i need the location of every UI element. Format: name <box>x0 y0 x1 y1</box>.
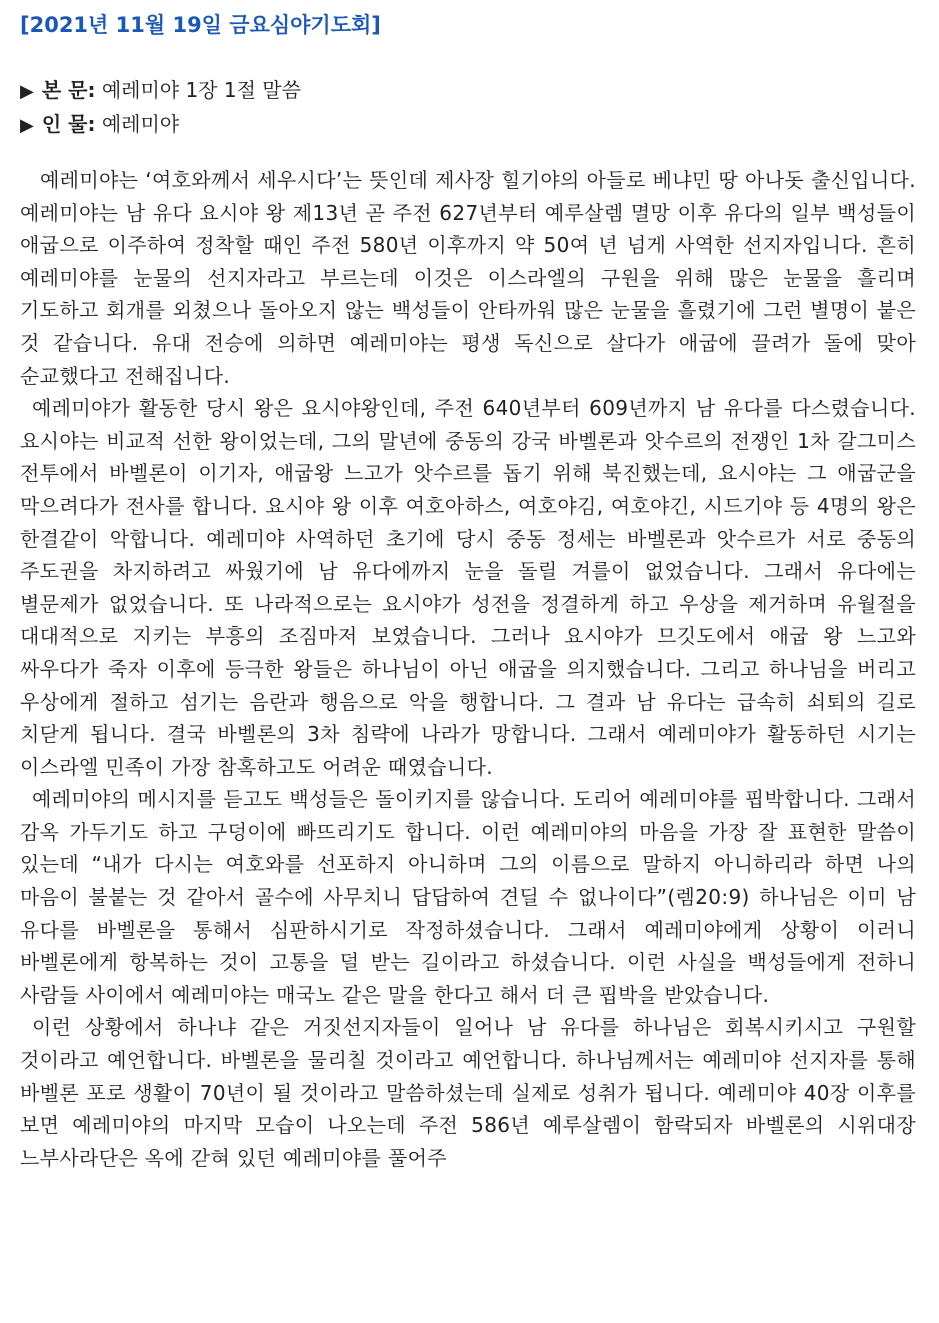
meta-label-scripture: 본 문: <box>41 78 96 102</box>
paragraph-1: 예레미야는 ‘여호와께서 세우시다’는 뜻인데 제사장 힐기야의 아들로 베냐민 땅 아나돗 출신입니다. 예레미야는 남 유다 요시야 왕 제13년 곧 주전 627년부터 예루살렘 멸망 이후 유다의 일부 백성들이 애굽으로 이주하여 정착할 때인 주전 580년 이후까지 약 50여 년 넘게 사역한 선지자입니다. 흔히 예레미야를 눈물의 선지자라고 부르는데 이것은 이스라엘의 구원을 위해 많은 눈물을 흘리며 기도하고 회개를 외쳤으나 돌아오지 않는 백성들이 안타까워 많은 눈물을 흘렸기에 그런 별명이 붙은 것 같습니다. 유대 전승에 의하면 예레미야는 평생 독신으로 살다가 애굽에 끌려가 돌에 맞아 순교했다고 전해집니다. <box>20 168 916 388</box>
arrow-icon: ▶ <box>20 115 34 136</box>
meta-row-person <box>20 108 916 142</box>
paragraph-2: 예레미야가 활동한 당시 왕은 요시야왕인데, 주전 640년부터 609년까지 남 유다를 다스렸습니다. 요시야는 비교적 선한 왕이었는데, 그의 말년에 중동의 강국 바벨론과 앗수르의 전쟁인 1차 갈그미스 전투에서 바벨론이 이기자, 애굽왕 느고가 앗수르를 돕기 위해 북진했는데, 요시야는 그 애굽군을 막으려다가 전사를 합니다. 요시야 왕 이후 여호아하스, 여호야김, 여호야긴, 시드기야 등 4명의 왕은 한결같이 악합니다. 예레미야 사역하던 초기에 당시 중동 정세는 바벨론과 앗수르가 서로 중동의 주도권을 차지하려고 싸웠기에 남 유다에까지 눈을 돌릴 겨를이 없었습니다. 그래서 유다에는 별문제가 없었습니다. 또 나라적으로는 요시야가 성전을 정결하게 하고 우상을 제거하며 유월절을 대대적으로 지키는 부흥의 조짐마저 보였습니다. 그러나 요시야가 므깃도에서 애굽 왕 느고와 싸우다가 죽자 이후에 등극한 왕들은 하나님이 아닌 애굽을 의지했습니다. 그리고 하나님을 버리고 우상에게 절하고 섬기는 음란과 행음으로 악을 행합니다. 그 결과 남 유다는 급속히 쇠퇴의 길로 치닫게 됩니다. 결국 바벨론의 3차 침략에 나라가 망합니다. 그래서 예레미야가 활동하던 시기는 이스라엘 민족이 가장 참혹하고도 어려운 때였습니다. <box>20 396 916 779</box>
paragraph-3: 예레미야의 메시지를 듣고도 백성들은 돌이키지를 않습니다. 도리어 예레미야를 핍박합니다. 그래서 감옥 가두기도 하고 구덩이에 빠뜨리기도 합니다. 이런 예레미야의 마음을 가장 잘 표현한 말씀이 있는데 “내가 다시는 여호와를 선포하지 아니하며 그의 이름으로 말하지 아니하리라 하면 나의 마음이 불붙는 것 같아서 골수에 사무치니 답답하여 견딜 수 없나이다”(렘20:9) 하나님은 이미 남 유다를 바벨론을 통해서 심판하시기로 작정하셨습니다. 그래서 예레미야에게 상황이 이러니 바벨론에게 항복하는 것이 고통을 덜 받는 길이라고 하셨습니다. 이런 사실을 백성들에게 전하니 사람들 사이에서 예레미야는 매국노 같은 말을 한다고 해서 더 큰 핍박을 받았습니다. <box>20 787 916 1007</box>
document-title: [2021년 11월 19일 금요심야기도회] <box>20 13 381 37</box>
sermon-body <box>20 164 916 1174</box>
arrow-icon: ▶ <box>20 81 34 102</box>
meta-section <box>20 74 916 142</box>
meta-label-person: 인 물: <box>41 112 96 136</box>
document-page <box>20 10 916 1174</box>
paragraph-4: 이런 상황에서 하나냐 같은 거짓선지자들이 일어나 남 유다를 하나님은 회복시키시고 구원할 것이라고 예언합니다. 바벨론을 물리칠 것이라고 예언합니다. 하나님께서는 예레미야 선지자를 통해 바벨론 포로 생활이 70년이 될 것이라고 말씀하셨는데 실제로 성취가 됩니다. 예레미야 40장 이후를 보면 예레미야의 마지막 모습이 나오는데 주전 586년 예루살렘이 함락되자 바벨론의 시위대장 느부사라단은 옥에 갇혀 있던 예레미야를 풀어주 <box>20 1015 916 1170</box>
meta-value-scripture: 예레미야 1장 1절 말씀 <box>101 78 301 102</box>
meta-value-person: 예레미야 <box>101 112 180 136</box>
meta-row-scripture <box>20 74 916 108</box>
